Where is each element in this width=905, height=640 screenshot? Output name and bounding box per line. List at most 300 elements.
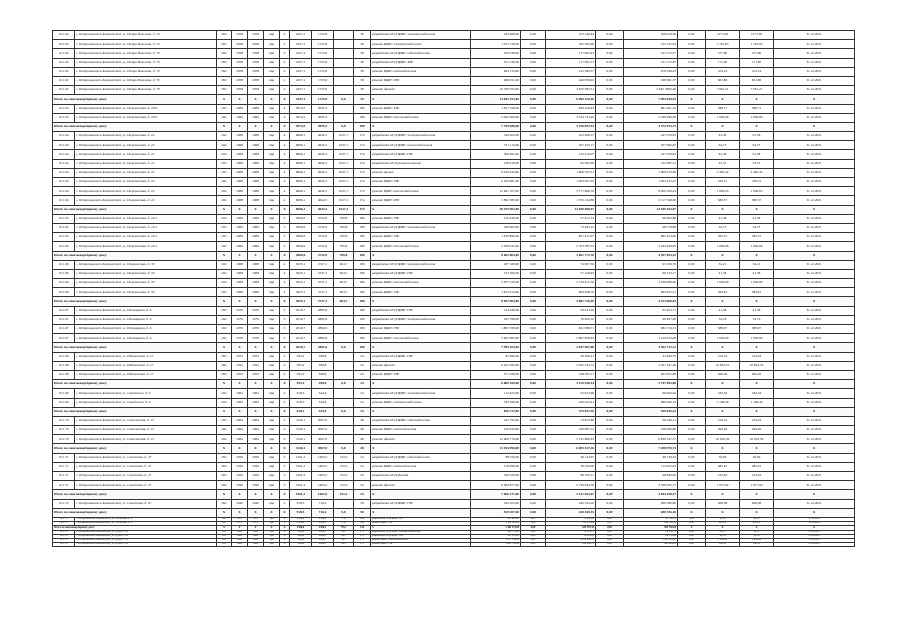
table-cell: разработка ПСД ВДИС водоснабжения (371, 416, 471, 425)
table-cell: 10.1.68 (53, 361, 75, 370)
table-cell: 6 839 547,37 (624, 435, 678, 444)
table-cell: г. Петропавловск-Камчатский, ул. Рябиковская, д. 27 (75, 361, 217, 370)
table-cell: 0,00 (678, 76, 706, 85)
table-cell: 0,00 (521, 269, 546, 278)
table-cell: 2ди (264, 453, 280, 462)
table-cell: г. Петропавловск-Камчатский, ул. Пономарева, д. 6 (75, 306, 217, 315)
table-cell: 0,00 (678, 67, 706, 76)
table-row (53, 76, 855, 85)
table-cell: 288 580,80 (624, 499, 678, 508)
table-cell: 1723,9 (312, 76, 334, 85)
table-cell: X (706, 343, 740, 352)
table-cell: 54,76 (740, 315, 774, 324)
table-body (53, 31, 855, 547)
table-cell: X (774, 526, 855, 530)
table-cell: 5ди (264, 538, 280, 542)
table-cell: 731 114,00 (471, 141, 521, 150)
table-cell: 1 181,83 (706, 40, 740, 49)
table-cell: 0,00 (678, 534, 706, 538)
table-cell: 41,38 (706, 269, 740, 278)
table-cell: 0,00 (596, 67, 624, 76)
table-cell: г. Петропавловск-Камчатский, ул. Сахалинская, д. 15 (75, 426, 217, 435)
table-cell: 5 661 3065,46 (624, 86, 678, 95)
table-cell: г. Петропавловск-Камчатский, ул. Советская, д. 47 (75, 481, 217, 490)
table-cell: 3140,1 (290, 435, 312, 444)
table-cell: 76 000,10 (546, 315, 596, 324)
table-cell: 718,2 (312, 499, 334, 508)
table-cell: 0,0 (334, 95, 354, 104)
table-cell: 2732,0 (312, 251, 334, 260)
table-cell: 6696,1 (290, 150, 312, 159)
table-cell: 31.12.2021 (774, 76, 855, 85)
table-cell: 7 061,21 (706, 86, 740, 95)
table-cell: 0,00 (596, 380, 624, 389)
table-cell: 94,75 (706, 141, 740, 150)
table-cell: 1968 (248, 534, 264, 538)
table-cell: 24 (354, 380, 371, 389)
table-cell: 4642,5 (312, 168, 334, 177)
table-cell: 61,38 (740, 132, 774, 141)
table-cell: разработка ПСД ВДИС электроснабжения (371, 223, 471, 232)
table-cell: X (280, 380, 290, 389)
table-cell: X (280, 205, 290, 214)
table-cell: 10.1.64 (53, 168, 75, 177)
table-cell: 56,09 (706, 453, 740, 462)
table-cell: ПО (217, 370, 232, 379)
table-cell: г. Петропавловск-Камчатский, ул. Пономарева, д. 6 (75, 325, 217, 334)
table-cell: 10.1.69 (53, 398, 75, 407)
table-cell: 1969 (232, 113, 248, 122)
table-cell: X (280, 95, 290, 104)
table-cell: г. Петропавловск-Камчатский, ул. Пограничная, д. 30 (75, 279, 217, 288)
table-cell: 1975 (248, 522, 264, 526)
table-cell: 775,1 (334, 526, 354, 530)
table-cell: 31.12.2021 (774, 370, 855, 379)
table-cell: 180 (354, 279, 371, 288)
table-cell: 31.12.2021 (774, 435, 855, 444)
table-cell: 10.1.66 (53, 288, 75, 297)
table-cell: 4 (280, 150, 290, 159)
table-cell: 2308,5 (312, 522, 334, 526)
table-cell: 488 366,19 (624, 398, 678, 407)
table-cell: 4 372 075,73 (624, 122, 678, 131)
table-cell: 247 059,93 (624, 150, 678, 159)
table-cell: 1952 (248, 361, 264, 370)
table-cell: 31.12.2021 (774, 159, 855, 168)
table-cell: 1968 (232, 543, 248, 547)
table-cell: 2ди (264, 398, 280, 407)
table-cell: 7 759 588,00 (471, 122, 521, 131)
table-cell: 1968 (232, 196, 248, 205)
table-cell: 38 (354, 67, 371, 76)
table-cell: 2ди (264, 86, 280, 95)
table-cell: 1027,1 (334, 150, 354, 159)
table-cell: 0,00 (596, 187, 624, 196)
table-cell: г. Петропавловск-Камчатский, ул. Пограничная, д. 24 (75, 178, 217, 187)
table-total-row (53, 380, 855, 389)
table-cell: 10 824,35 (706, 361, 740, 370)
table-cell: 113 925,03 (624, 462, 678, 471)
table-cell: 2ди (264, 472, 280, 481)
table-cell: 0,00 (678, 196, 706, 205)
table-cell: 3 501 347,26 (624, 361, 678, 370)
table-cell: 0,00 (678, 214, 706, 223)
table-cell: X (740, 444, 774, 453)
table-cell: 180 (354, 315, 371, 324)
table-cell: 0,00 (678, 242, 706, 251)
table-cell: 31.12.2021 (774, 534, 855, 538)
table-cell: ОО (217, 223, 232, 232)
table-cell: 1723,9 (312, 95, 334, 104)
table-cell: 3 (280, 325, 290, 334)
table-cell: 180 (354, 251, 371, 260)
table-cell: 700,8 (334, 233, 354, 242)
table-cell: 31.12.2021 (774, 315, 855, 324)
table-cell: разработка ПСД ВДИС ГВС (371, 499, 471, 508)
table-cell: 1723,9 (312, 67, 334, 76)
table-cell: Итого по многоквартирному дому: (53, 508, 217, 517)
table-cell: 57 472,14 (546, 214, 596, 223)
table-cell: 1561,2 (290, 472, 312, 481)
table-cell: 3140,1 (290, 416, 312, 425)
table-cell: 10.1.69 (53, 389, 75, 398)
table-cell: 41,38 (706, 534, 740, 538)
table-cell: 3060,6 (290, 242, 312, 251)
table-cell: 0,00 (521, 361, 546, 370)
table-cell: 0,00 (521, 543, 546, 547)
table-cell: 0,00 (596, 462, 624, 471)
table-row (53, 325, 855, 334)
table-cell: 31.12.2021 (774, 113, 855, 122)
table-cell: 3 (280, 306, 290, 315)
table-cell: ремонт ВДИС теплоснабжения (371, 113, 471, 122)
table-cell: 0,00 (521, 40, 546, 49)
table-cell: X (678, 122, 706, 131)
table-cell: 10.1.74 (53, 543, 75, 547)
table-cell: 314 725,04 (624, 40, 678, 49)
table-cell: 4 (280, 269, 290, 278)
table-cell: 4 (280, 196, 290, 205)
table-cell: 1 936,95 (706, 187, 740, 196)
table-cell: 1964 (232, 416, 248, 425)
table-cell: X (232, 526, 248, 530)
table-cell: 5 877 338,00 (471, 538, 521, 542)
table-cell: 0,00 (521, 205, 546, 214)
table-cell: ремонт фасада (371, 86, 471, 95)
table-cell: 3 219 034,08 (624, 334, 678, 343)
table-cell: 251 236,00 (471, 58, 521, 67)
table-cell: ОО (217, 426, 232, 435)
table-cell: 5ди (264, 435, 280, 444)
table-cell: 1 181,83 (740, 40, 774, 49)
table-cell: 2437,1 (290, 58, 312, 67)
table-cell: 1956 (248, 481, 264, 490)
table-cell: 122,93 (706, 472, 740, 481)
table-cell: 61,38 (706, 150, 740, 159)
table-cell: 339,51 (706, 178, 740, 187)
table-cell: г. Петропавловск-Камчатский, ул. Сахалинская, д. 15 (75, 435, 217, 444)
table-cell: 31.12.2021 (774, 132, 855, 141)
table-cell: 2 (280, 86, 290, 95)
table-cell: X (371, 508, 471, 517)
table-row (53, 141, 855, 150)
table-cell: 1969 (232, 242, 248, 251)
table-cell: ремонт фасада (371, 435, 471, 444)
table-cell: 144 (354, 522, 371, 526)
table-cell: 1968 (232, 538, 248, 542)
table-cell: X (280, 444, 290, 453)
table-cell: 10.1.62 (53, 76, 75, 85)
table-cell: 0,00 (678, 86, 706, 95)
table-cell: 141 272,57 (624, 49, 678, 58)
table-cell: 38 (354, 31, 371, 40)
table-cell: г. Петропавловск-Камчатский, ул. Солнечная, д. 27 (75, 517, 217, 521)
table-cell: г. Петропавловск-Камчатский, ул. Петра Ильичева, д. 70 (75, 31, 217, 40)
table-cell: 375 837,39 (546, 407, 596, 416)
table-cell: 162 793,00 (471, 416, 521, 425)
table-cell: 6 005 417,26 (546, 444, 596, 453)
table-cell: 5ди (264, 233, 280, 242)
table-cell: 1969 (232, 233, 248, 242)
table-cell: 5ди (264, 517, 280, 521)
table-cell: 0,00 (521, 517, 546, 521)
table-cell: 3060,6 (290, 214, 312, 223)
table-cell: г. Петропавловск-Камчатский, ул. Труда, д. 29 (75, 534, 217, 538)
table-cell: 0,00 (596, 288, 624, 297)
table-cell: 0,00 (678, 104, 706, 113)
table-cell: 0,00 (678, 58, 706, 67)
table-cell: 10.1.62 (53, 86, 75, 95)
table-cell: 8 920 106,24 (624, 187, 678, 196)
table-cell: 7 066 171,00 (471, 490, 521, 499)
table-cell: X (248, 122, 264, 131)
table-cell: 1970 (248, 315, 264, 324)
table-cell: 4 (280, 534, 290, 538)
table-cell: X (706, 407, 740, 416)
table-cell: 3067,0 (312, 416, 334, 425)
table-cell: 1723,9 (312, 31, 334, 40)
table-cell: ремонт ВДИС ГВС (371, 288, 471, 297)
table-cell: 0,00 (678, 168, 706, 177)
table-cell: X (280, 490, 290, 499)
table-cell: 0,00 (596, 196, 624, 205)
table-cell: X (217, 490, 232, 499)
table-cell: 3074,5 (290, 122, 312, 131)
table-cell: 24 (354, 481, 371, 490)
table-cell: ремонт ВДИС ХВС (371, 76, 471, 85)
table-cell: 2 652 008,53 (546, 538, 596, 542)
table-cell: 34,21 (740, 260, 774, 269)
table-cell: 5ди (264, 260, 280, 269)
table-cell: 1 763 124,88 (546, 196, 596, 205)
table-cell: 219,19 (706, 416, 740, 425)
table-cell: 3074,5 (290, 113, 312, 122)
table-cell: 6696,1 (290, 132, 312, 141)
table-cell: 474,14 (740, 67, 774, 76)
table-cell: ремонт ВДИС теплоснабжения (371, 334, 471, 343)
table-cell: 2ди (264, 76, 280, 85)
table-cell: 24 (354, 389, 371, 398)
table-cell: 2 348 496,58 (624, 113, 678, 122)
table-cell: X (706, 122, 740, 131)
table-cell: 58 (354, 499, 371, 508)
table-cell: 117 963,13 (546, 58, 596, 67)
table-cell: разработка ПСД ВДИС ГВС (371, 269, 471, 278)
table-cell: 529 107,00 (471, 508, 521, 517)
table-cell: 0,00 (521, 113, 546, 122)
table-cell: ПО (217, 40, 232, 49)
table-cell: 694 133,00 (471, 67, 521, 76)
table-cell: 2 (280, 352, 290, 361)
table-cell: 4 362 712,12 (624, 343, 678, 352)
table-cell: 8 619 934,00 (471, 168, 521, 177)
table-cell: 180 (354, 242, 371, 251)
table-cell: 2ди (264, 49, 280, 58)
table-cell: 3 771 866,76 (546, 187, 596, 196)
table-row (53, 462, 855, 471)
table-cell: 152,2 (334, 472, 354, 481)
table-cell: 630 787,44 (546, 526, 596, 530)
table-cell: 2ди (264, 462, 280, 471)
table-cell: 4642,5 (312, 150, 334, 159)
table-cell: 5 (280, 214, 290, 223)
table-cell: 0,00 (521, 31, 546, 40)
table-cell: 5ди (264, 242, 280, 251)
table-cell: 0,00 (521, 297, 546, 306)
table-cell: X (248, 95, 264, 104)
table-cell: ОО (217, 104, 232, 113)
table-cell: 0,00 (521, 58, 546, 67)
table-cell: ОО (217, 132, 232, 141)
table-cell: 0,00 (678, 306, 706, 315)
table-cell: 4 (280, 168, 290, 177)
table-cell: 31.12.2021 (774, 306, 855, 315)
table-cell: 1968 (232, 141, 248, 150)
table-cell: 48 (354, 416, 371, 425)
table-cell: 54,71 (740, 530, 774, 534)
table-cell: X (706, 380, 740, 389)
table-cell: 10.1.66 (53, 279, 75, 288)
table-cell: 3060,6 (290, 223, 312, 232)
table-cell: 4 (280, 530, 290, 534)
table-cell: 700,8 (334, 223, 354, 232)
table-cell: 4 (280, 187, 290, 196)
table-cell: 0,00 (596, 508, 624, 517)
table-cell: 0,00 (521, 150, 546, 159)
table-cell: X (678, 508, 706, 517)
table-cell: г. Петропавловск-Камчатский, ул. Пограничная, д. 24/1 (75, 214, 217, 223)
table-cell: 43 499,79 (624, 352, 678, 361)
table-cell: 0,00 (521, 508, 546, 517)
table-cell: 0,00 (521, 389, 546, 398)
table-cell: 0,00 (521, 223, 546, 232)
table-cell: 1962 (232, 389, 248, 398)
table-cell: X (774, 205, 855, 214)
table-cell: 1958 (232, 58, 248, 67)
table-cell: 190 987,14 (546, 426, 596, 435)
table-cell: X (678, 490, 706, 499)
table-cell: 580,57 (706, 196, 740, 205)
table-cell: г. Петропавловск-Камчатский, ул. Пограничная, д. 20/3 (75, 113, 217, 122)
table-cell: 775,1 (334, 517, 354, 521)
table-cell (334, 76, 354, 85)
table-cell: 3025,1 (290, 269, 312, 278)
table-cell: X (217, 343, 232, 352)
table-cell: X (248, 297, 264, 306)
table-cell: 180 (354, 269, 371, 278)
table-cell: г. Петропавловск-Камчатский, ул. Советская, д. 47 (75, 472, 217, 481)
table-row (53, 426, 855, 435)
table-cell: 1 936,99 (706, 279, 740, 288)
table-cell: X (371, 343, 471, 352)
table-cell: 1958 (248, 86, 264, 95)
table-cell: 1968 (232, 150, 248, 159)
table-cell: г. Петропавловск-Камчатский, ул. Пограничная, д. 24 (75, 159, 217, 168)
table-cell: 0,00 (678, 31, 706, 40)
table-cell: 164 770,00 (471, 530, 521, 534)
table-cell: 7 061,21 (740, 86, 774, 95)
table-cell: 6696,1 (290, 187, 312, 196)
table-cell: 0,00 (521, 122, 546, 131)
table-cell: 1956 (248, 462, 264, 471)
table-cell: 2 483,42 (706, 168, 740, 177)
table-cell: 1970 (232, 315, 248, 324)
table-cell: 57 126,93 (546, 269, 596, 278)
table-cell: 1 812 014,00 (471, 288, 521, 297)
table-row (53, 472, 855, 481)
table-cell: 38 (354, 76, 371, 85)
table-cell: X (678, 380, 706, 389)
table-cell: 0,00 (596, 517, 624, 521)
table-cell: 0,00 (678, 49, 706, 58)
table-cell: 90 446,11 (624, 416, 678, 425)
table-cell: 5ди (264, 334, 280, 343)
table-cell: 483,25 (740, 462, 774, 471)
table-cell: X (774, 407, 855, 416)
table-cell: 1968 (248, 288, 264, 297)
table-cell: 626,26 (740, 370, 774, 379)
table-cell: 2ди (264, 361, 280, 370)
table-row (53, 315, 855, 324)
table-total-row (53, 205, 855, 214)
table-cell: 31.12.2021 (774, 178, 855, 187)
table-cell: 0,00 (521, 251, 546, 260)
table-cell: 180 (354, 122, 371, 131)
table-cell: 6696,1 (290, 205, 312, 214)
table-cell: 0,00 (521, 288, 546, 297)
table-cell: Итого по многоквартирному дому: (53, 122, 217, 131)
table-cell: ремонт ВДИС ХВС (371, 196, 471, 205)
table-cell: 38 (354, 49, 371, 58)
table-cell: г. Петропавловск-Камчатский, ул. Пограничная, д. 24 (75, 196, 217, 205)
table-cell: 1273,38 (706, 31, 740, 40)
table-cell: ОО (217, 159, 232, 168)
table-cell: 1723,9 (312, 40, 334, 49)
table-cell: 171,00 (706, 58, 740, 67)
table-cell: 0,00 (678, 187, 706, 196)
table-cell: г. Петропавловск-Камчатский, ул. Пограничная, д. 30 (75, 269, 217, 278)
table-cell: 1 936,99 (740, 538, 774, 542)
table-cell: 1027,1 (334, 141, 354, 150)
table-cell: ОО (217, 113, 232, 122)
table-cell: 2 (280, 416, 290, 425)
table-cell: 0,00 (678, 150, 706, 159)
table-cell: 2ди (264, 481, 280, 490)
table-cell: 593,2 (290, 361, 312, 370)
table-cell: 4642,5 (312, 178, 334, 187)
table-cell: 127 110,00 (471, 534, 521, 538)
table-cell: 1962 (232, 398, 248, 407)
